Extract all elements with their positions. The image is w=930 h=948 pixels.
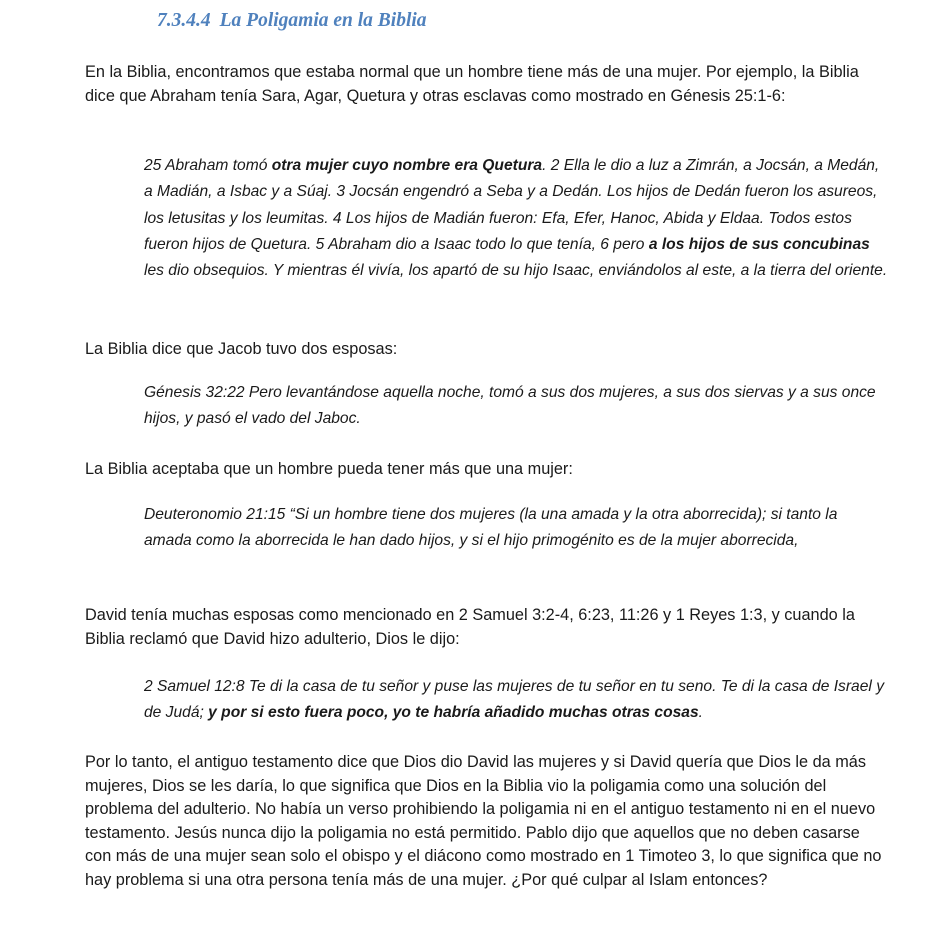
quote-emphasis: y por si esto fuera poco, yo te habría añadido muchas otras cosas [208,704,699,722]
quote-emphasis: a los hijos de sus concubinas [648,235,870,253]
paragraph-intro: En la Biblia, encontramos que estaba normal que un hombre tiene más de una mujer. Por ejemplo, la Biblia dice que Abraham tenía Sara, Agar, Quetura y otras esclavas como mostrado en Génesis 25:1-6: [85,63,859,105]
quote-2-samuel: 2 Samuel 12:8 Te di la casa de tu señor y puse las mujeres de tu señor en tu seno. Te di la casa de Israel y de Judá; y por si esto fuera poco, yo te habría añadido muchas otras cosas. [144,678,884,722]
section-number: 7.3.4.4 [157,10,211,31]
quote-genesis-32: Génesis 32:22 Pero levantándose aquella noche, tomó a sus dos mujeres, a sus dos siervas y a sus once hijos, y pasó el vado del Jaboc. [144,384,876,428]
quote-genesis-25: 25 Abraham tomó otra mujer cuyo nombre era Quetura. 2 Ella le dio a luz a Zimrán, a Jocsán, a Medán, a Madián, a Isbac y a Súaj. 3 Jocsán engendró a Seba y a Dedán. Los hijos de Dedán fueron los asureos, los letusitas y los leumitas. 4 Los hijos de Madián fueron: Efa, Efer, Hanoc, Abida y Eldaa. Todos estos fueron hijos de Quetura. 5 Abraham dio a Isaac todo lo que tenía, 6 pero a los hijos de sus concubinas les dio obsequios. Y mientras él vivía, los apartó de su hijo Isaac, enviándolos al este, a la tierra del oriente. [144,157,888,280]
paragraph-jacob: La Biblia dice que Jacob tuvo dos esposas: [85,340,398,358]
quote-emphasis: otra mujer cuyo nombre era Quetura [271,157,543,174]
paragraph-david: David tenía muchas esposas como mencionado en 2 Samuel 3:2-4, 6:23, 11:26 y 1 Reyes 1:3, y cuando la Biblia reclamó que David hizo adulterio, Dios le dijo: [85,606,855,648]
quote-deuteronomy: Deuteronomio 21:15 “Si un hombre tiene dos mujeres (la una amada y la otra aborrecida); si tanto la amada como la aborrecida le han dado hijos, y si el hijo primogénito es de la mujer aborrecida, [144,506,838,550]
section-heading [157,10,427,32]
paragraph-acceptance: La Biblia aceptaba que un hombre pueda tener más que una mujer: [85,460,573,478]
paragraph-conclusion: Por lo tanto, el antiguo testamento dice que Dios dio David las mujeres y si David quería que Dios le da más mujeres, Dios se les daría, lo que significa que Dios en la Biblia vio la poligamia como una solución del problema del adulterio. No había un verso prohibiendo la poligamia ni en el antiguo testamento ni en el nuevo testamento. Jesús nunca dijo la poligamia no está permitido. Pablo dijo que aquellos que no deben casarse con más de una mujer sean solo el obispo y el diácono como mostrado en 1 Timoteo 3, lo que significa que no hay problema si una otra persona tenía más de una mujer. ¿Por qué culpar al Islam entonces? [85,753,882,889]
section-title: La Poligamia en la Biblia [219,10,427,31]
